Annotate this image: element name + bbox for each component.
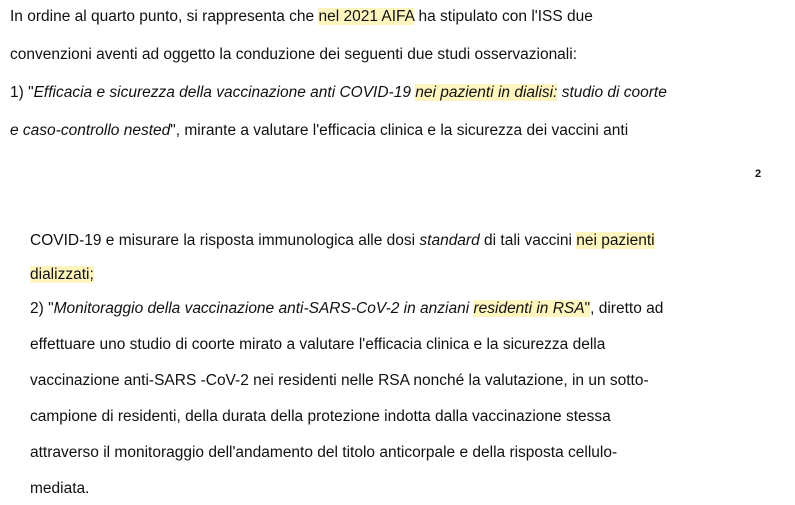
paragraph-line: mediata. <box>30 480 90 497</box>
text-run: di tali vaccini <box>479 232 577 249</box>
paragraph-line <box>30 230 655 252</box>
paragraph-line <box>10 6 593 28</box>
italic-title: e caso-controllo nested <box>10 122 171 139</box>
paragraph-line <box>30 264 94 286</box>
paragraph-line: campione di residenti, della durata della protezione indotta dalla vaccinazione stessa <box>30 408 611 425</box>
paragraph-line <box>10 82 667 104</box>
italic-title: studio di coorte <box>557 84 667 101</box>
italic-title: Efficacia e sicurezza della vaccinazione anti COVID-19 <box>33 84 411 101</box>
highlighted-text: dializzati; <box>30 266 94 283</box>
text-run: 2) " <box>30 300 54 317</box>
highlighted-text: " <box>584 300 591 317</box>
text-run: In ordine al quarto punto, si rappresenta che <box>10 8 319 25</box>
text-run: ha stipulato con l'ISS due <box>414 8 593 25</box>
italic-word: standard <box>419 232 480 249</box>
highlighted-text: residenti in RSA <box>473 300 585 317</box>
text-run: , diretto ad <box>590 300 664 317</box>
paragraph-line: attraverso il monitoraggio dell'andamento del titolo anticorpale e della risposta cellulo- <box>30 444 618 461</box>
highlighted-text: nei pazienti <box>576 232 655 249</box>
paragraph-line <box>10 120 628 142</box>
page-number: 2 <box>755 168 762 180</box>
text-run: ", mirante a valutare l'efficacia clinica e la sicurezza dei vaccini anti <box>170 122 629 139</box>
highlighted-text: nei pazienti in dialisi: <box>415 84 558 101</box>
paragraph-line: effettuare uno studio di coorte mirato a valutare l'efficacia clinica e la sicurezza della <box>30 336 606 353</box>
text-run: COVID-19 e misurare la risposta immunologica alle dosi <box>30 232 420 249</box>
highlighted-text: nel 2021 AIFA <box>318 8 415 25</box>
paragraph-line <box>30 298 663 320</box>
paragraph-line: convenzioni aventi ad oggetto la conduzione dei seguenti due studi osservazionali: <box>10 46 577 63</box>
text-run: 1) " <box>10 84 34 101</box>
paragraph-line: vaccinazione anti-SARS -CoV-2 nei residenti nelle RSA nonché la valutazione, in un sotto- <box>30 372 649 389</box>
italic-title: Monitoraggio della vaccinazione anti-SARS-CoV-2 in anziani <box>53 300 474 317</box>
